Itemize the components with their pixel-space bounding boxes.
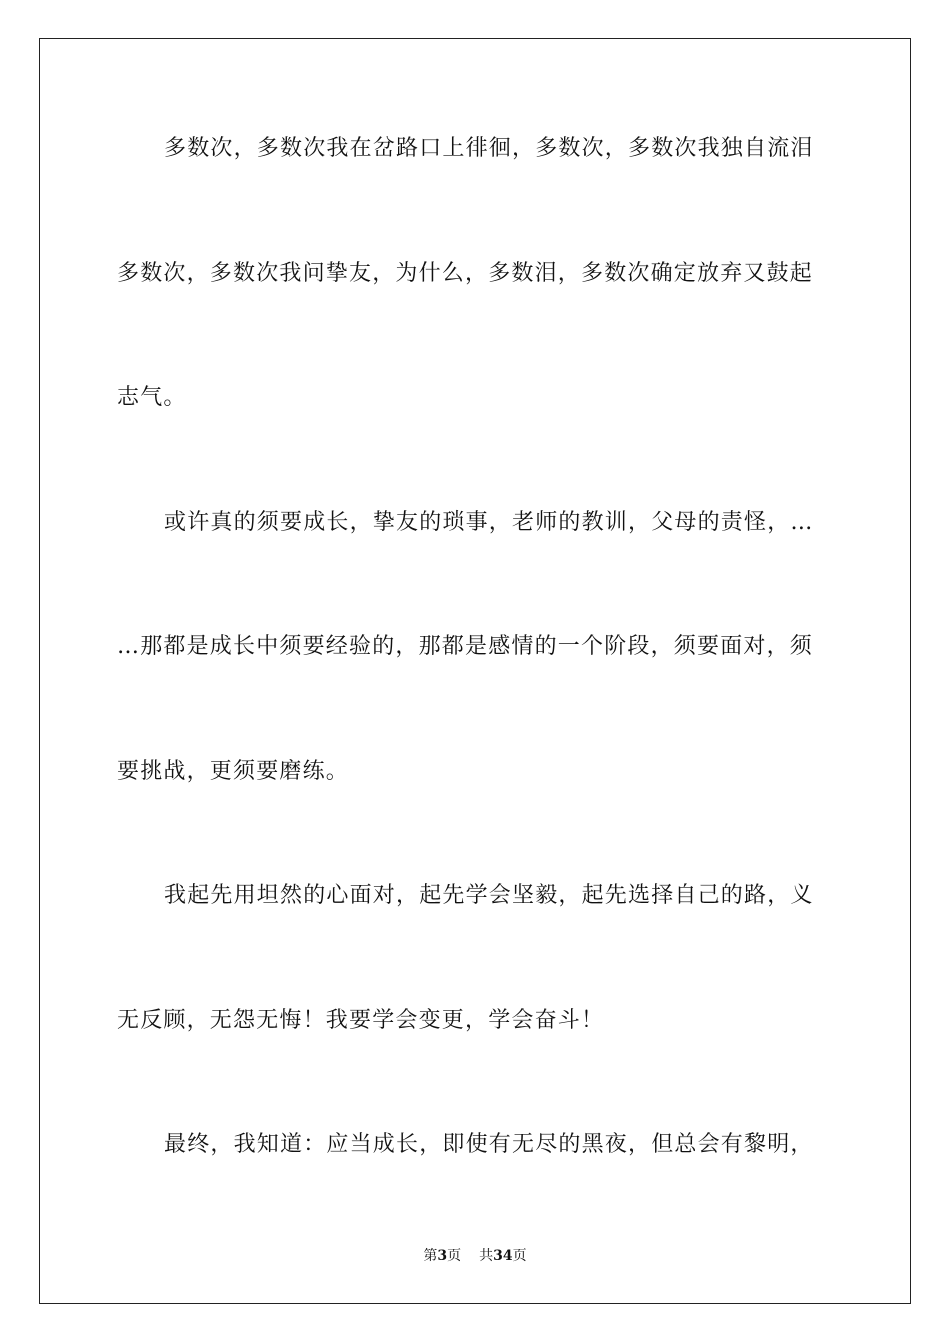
total-pages: 34 bbox=[493, 1248, 513, 1264]
page-prefix: 第 bbox=[423, 1248, 438, 1264]
page-suffix: 页 bbox=[447, 1248, 462, 1264]
paragraph-line: …那都是成长中须要经验的，那都是感情的一个阶段，须要面对，须 bbox=[117, 634, 814, 659]
paragraph-line: 要挑战，更须要磨练。 bbox=[117, 759, 350, 784]
page-frame bbox=[39, 38, 911, 1304]
paragraph-line: 最终，我知道：应当成长，即使有无尽的黑夜，但总会有黎明， bbox=[164, 1132, 814, 1157]
total-suffix: 页 bbox=[512, 1248, 527, 1264]
paragraph-line: 我起先用坦然的心面对，起先学会坚毅，起先选择自己的路，义 bbox=[164, 883, 814, 908]
page-number: 3 bbox=[437, 1248, 448, 1264]
total-prefix: 共 bbox=[479, 1248, 494, 1264]
paragraph-line: 无反顾，无怨无悔！我要学会变更，学会奋斗！ bbox=[117, 1008, 605, 1033]
paragraph-line: 多数次，多数次我问挚友，为什么，多数泪，多数次确定放弃又鼓起 bbox=[117, 261, 814, 286]
page-footer bbox=[0, 1246, 950, 1266]
paragraph-line: 或许真的须要成长，挚友的琐事，老师的教训，父母的责怪，… bbox=[164, 510, 814, 535]
paragraph-line: 志气。 bbox=[117, 385, 187, 410]
paragraph-line: 多数次，多数次我在岔路口上徘徊，多数次，多数次我独自流泪 bbox=[164, 136, 814, 161]
